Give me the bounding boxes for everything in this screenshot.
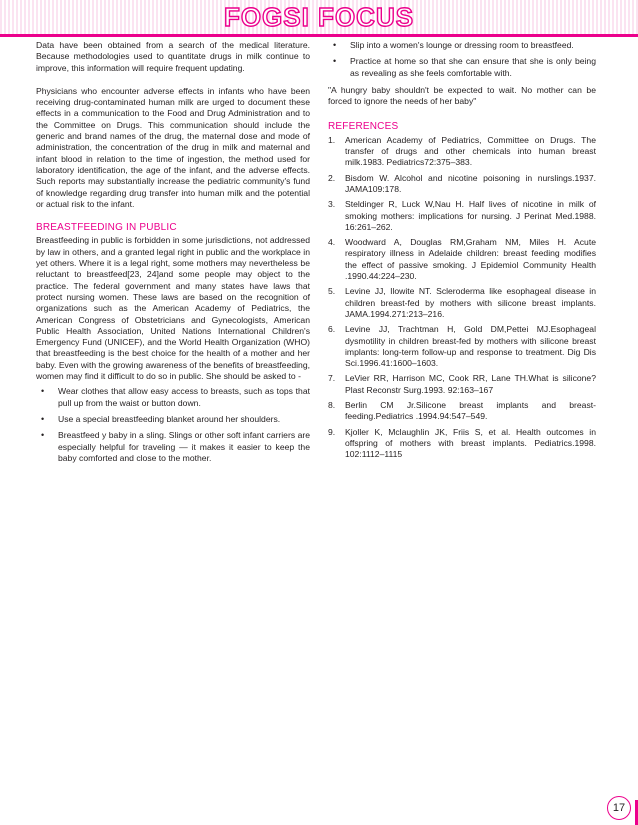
reference-text: Berlin CM Jr.Silicone breast implants and breast-feeding.Pediatrics .1994.94:547–549. xyxy=(345,400,596,422)
list-item xyxy=(36,386,310,409)
reference-number: 4. xyxy=(328,237,336,248)
reference-text: Bisdom W. Alcohol and nicotine poisoning in nurslings.1937. JAMA109:178. xyxy=(345,172,596,194)
list-item xyxy=(328,40,596,51)
reference-text: Steldinger R, Luck W,Nau H. Half lives of nicotine in milk of smoking mothers: implications for nursing. J Perinat Med.1988. 16:261–262. xyxy=(345,199,596,232)
left-column xyxy=(36,40,310,469)
reference-number: 6. xyxy=(328,324,336,335)
page-number: 17 xyxy=(607,796,631,820)
bullet-icon: • xyxy=(41,430,45,441)
list-item-text: Use a special breastfeeding blanket around her shoulders. xyxy=(58,413,281,424)
reference-item xyxy=(328,427,596,461)
quote-text: "A hungry baby shouldn't be expected to wait. No mother can be forced to ignore the needs of her baby" xyxy=(328,84,596,107)
reference-text: LeVier RR, Harrison MC, Cook RR, Lane TH.What is silicone? Plast Reconstr Surg.1993. 92:163–167 xyxy=(345,373,596,395)
reference-text: American Academy of Pediatrics, Committee on Drugs. The transfer of drugs and other chemicals into human breast milk.1983. Pediatrics72:375–383. xyxy=(345,134,596,168)
list-item-text: Wear clothes that allow easy access to breasts, such as tops that pull up from the waist or button down. xyxy=(58,386,310,408)
reference-number: 8. xyxy=(328,400,336,411)
list-item xyxy=(36,430,310,464)
reference-item xyxy=(328,286,596,320)
header-rule xyxy=(0,34,638,37)
breastfeeding-public-paragraph: Breastfeeding in public is forbidden in some jurisdictions, not addressed by law in others, and a granted legal right in public and the workplace in yet others. Where it is a legal right, some mothers may nevertheless be reluctant to breastfeed[23, 24]and some people may object to the practice. The federal government and many states have laws that protect nursing women. These laws are based on the recognition of organizations such as the American Academy of Pediatrics, the American Congress of Obstetricians and Gynecologists, American Public Health Association, United Nations International Children's Emergency Fund (UNICEF), and the World Health Organization (WHO) that breastfeeding is the best choice for the health of a mother and her baby. Even with the growing awareness of the benefits of breastfeeding, women may find it difficult to do so in public. She should be asked to - xyxy=(36,235,310,382)
bullet-icon: • xyxy=(41,413,45,424)
list-item-text: Practice at home so that she can ensure that she is only being as revealing as she feels comfortable with. xyxy=(350,56,596,78)
intro-paragraph: Data have been obtained from a search of the medical literature. Because methodologies used to quantitate drugs in milk continue to improve, this information will require frequent updating. xyxy=(36,40,310,73)
list-item-text: Breastfeed y baby in a sling. Slings or other soft infant carriers are especially helpful for traveling — it makes it easier to keep the baby comforted and close to the mother. xyxy=(58,430,310,463)
reference-text: Levine JJ, Trachtman H, Gold DM,Pettei MJ.Esophageal dysmotility in children breast-fed by mothers with silicone breast implants: long-term follow-up and response to treatment. Dig Dis Sci.1996.41:1600–1603. xyxy=(345,324,596,369)
right-bullet-list xyxy=(328,40,596,79)
reference-number: 3. xyxy=(328,199,336,210)
reference-item xyxy=(328,135,596,169)
list-item-text: Slip into a women's lounge or dressing room to breastfeed. xyxy=(350,40,574,50)
section-heading-breastfeeding-in-public: BREASTFEEDING IN PUBLIC xyxy=(36,222,177,234)
reference-text: Kjoller K, Mclaughlin JK, Friis S, et al. Health outcomes in offspring of mothers with breast implants. Pediatrics.1998. 102:1112–1115 xyxy=(345,426,596,460)
reference-number: 7. xyxy=(328,373,336,384)
reference-item xyxy=(328,400,596,423)
reference-item xyxy=(328,373,596,396)
reference-number: 9. xyxy=(328,426,336,437)
list-item xyxy=(36,414,310,425)
bullet-icon: • xyxy=(41,386,45,397)
reference-number: 1. xyxy=(328,134,336,145)
bullet-icon: • xyxy=(333,40,337,50)
bullet-icon: • xyxy=(333,56,337,67)
reference-number: 5. xyxy=(328,286,336,297)
reference-item xyxy=(328,173,596,196)
left-bullet-list xyxy=(36,386,310,464)
reference-item xyxy=(328,199,596,233)
page-header-title: FOGSI FOCUS xyxy=(223,2,415,32)
right-column xyxy=(328,40,596,465)
physicians-paragraph: Physicians who encounter adverse effects in infants who have been receiving drug-contaminated human milk are urged to document these effects in a communication to the Food and Drug Administration and to the Committee on Drugs. This communication should include the generic and brand names of the drug, the maternal dose and mode of administration, the concentration of the drug in milk and maternal and infant blood in relation to the time of ingestion, the method used for laboratory identification, the age of the infant, and the adverse effects. Such reports may substantially increase the pediatric community's fund of knowledge regarding drug transfer into human milk and the potential or actual risk to the infant. xyxy=(36,85,310,209)
reference-text: Levine JJ, Ilowite NT. Scleroderma like esophageal disease in children breast-fed by mothers with silicone breast implants. JAMA.1994.271:213–216. xyxy=(345,286,596,319)
reference-item xyxy=(328,324,596,369)
section-heading-references: REFERENCES xyxy=(328,121,399,133)
references-list xyxy=(328,135,596,461)
list-item xyxy=(328,56,596,79)
reference-item xyxy=(328,237,596,282)
reference-number: 2. xyxy=(328,172,336,183)
reference-text: Woodward A, Douglas RM,Graham NM, Miles H. Acute respiratory illness in Adelaide children: breast feeding modifies the effect of passive smoking. J Epidemiol Community Health .1990.44:224–230. xyxy=(345,237,596,282)
